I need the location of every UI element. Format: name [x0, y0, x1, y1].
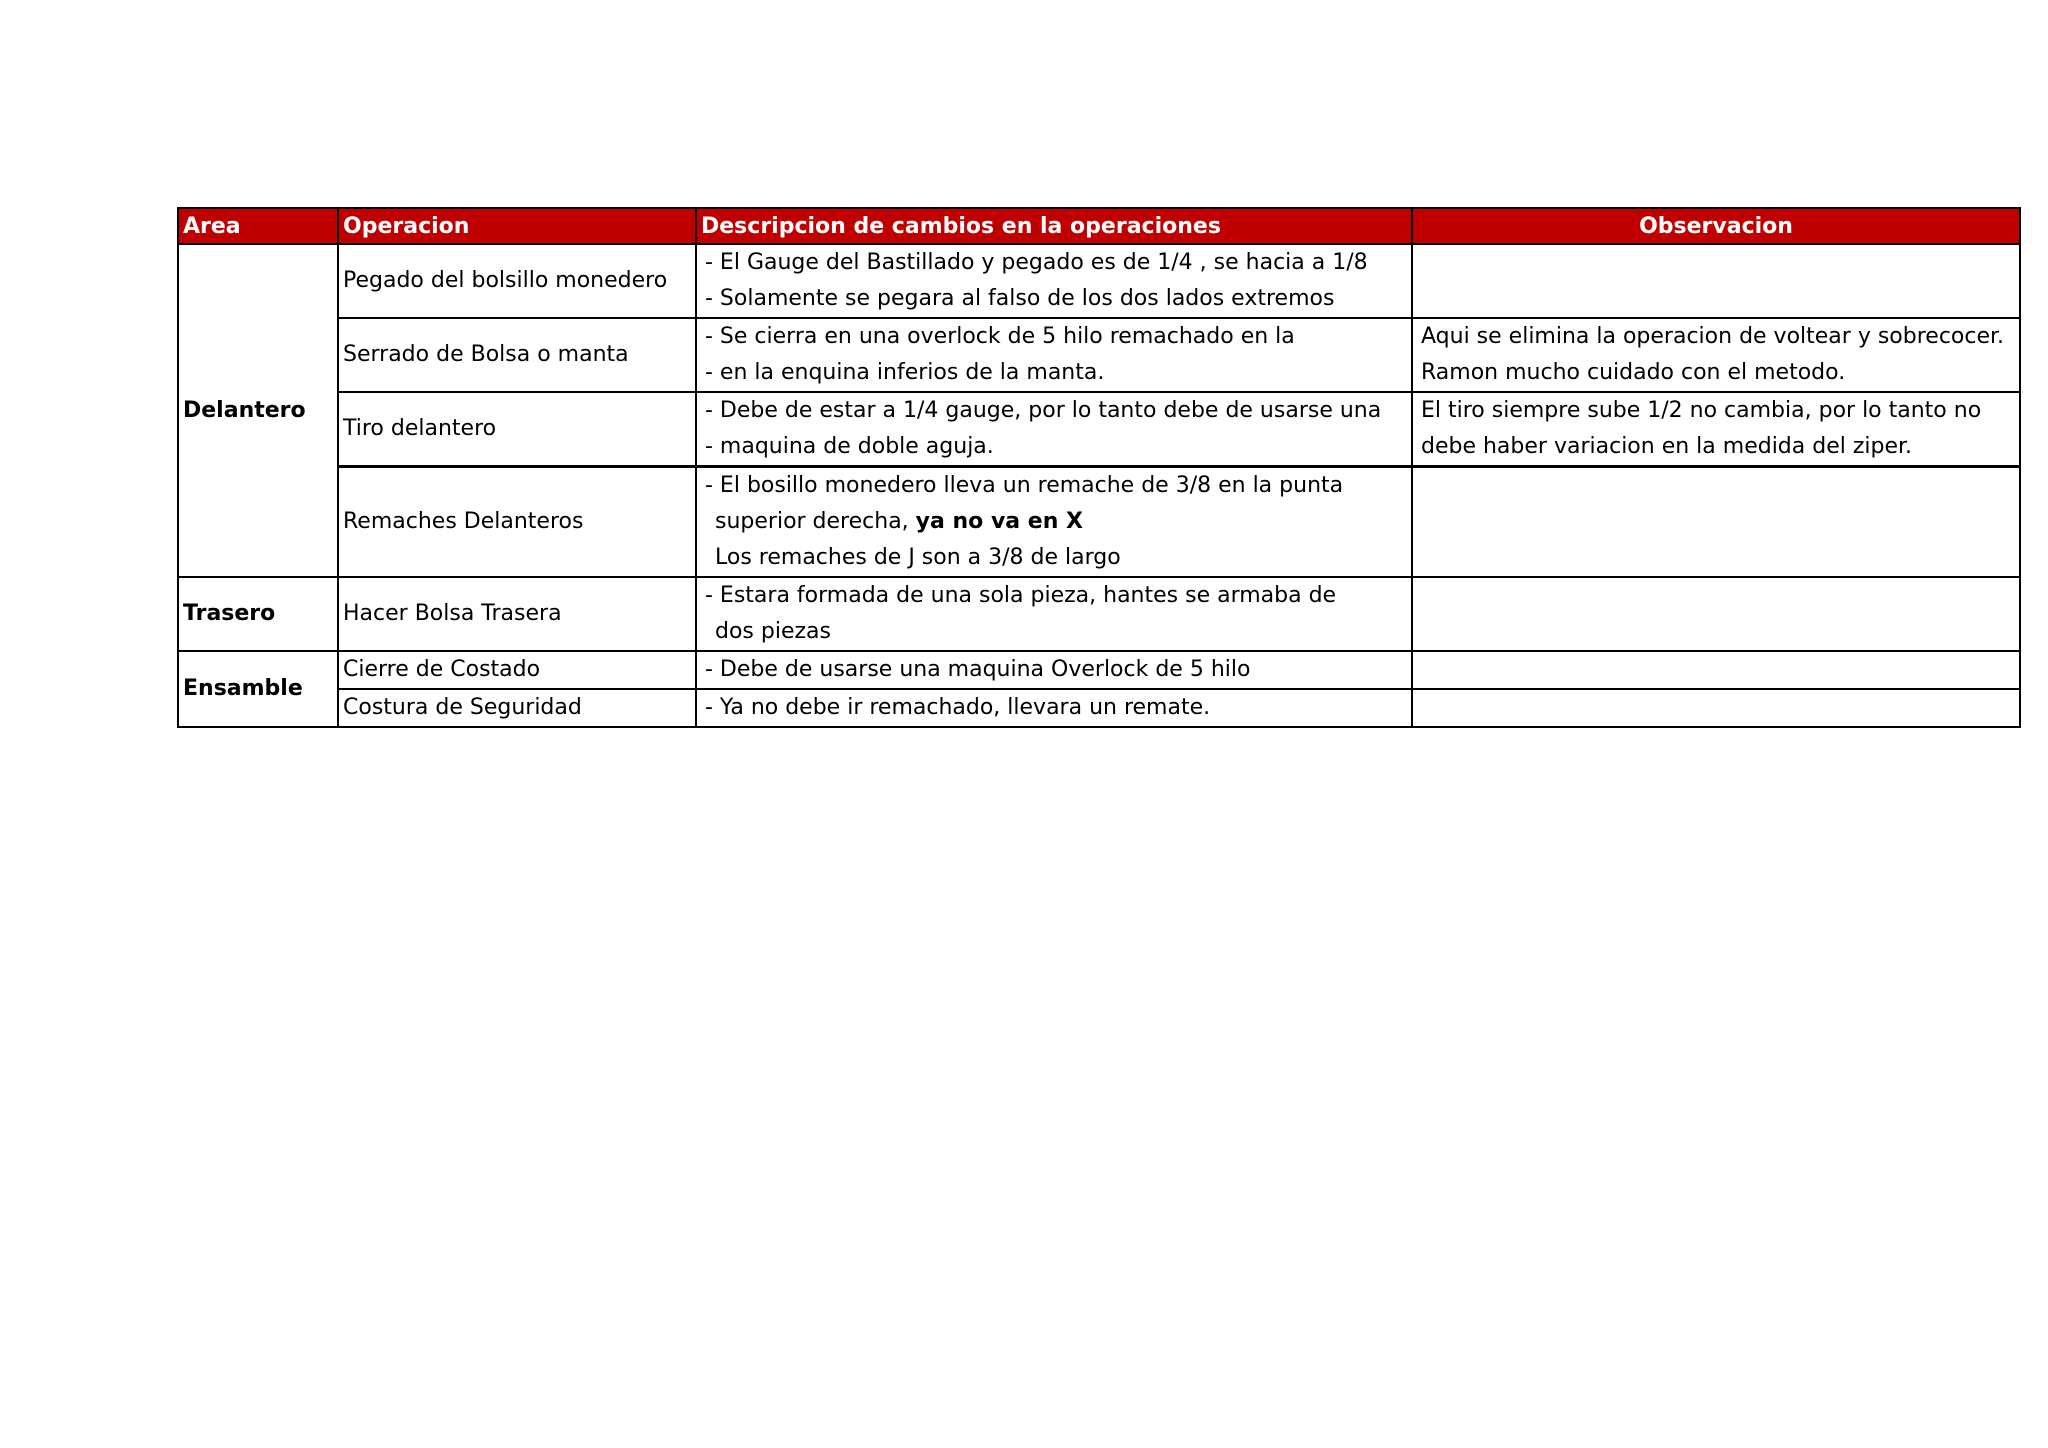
- operations-changes-table: [177, 207, 2021, 728]
- descripcion-line: - El bosillo monedero lleva un remache de 3/8 en la punta: [705, 473, 1344, 498]
- descripcion-line: - El Gauge del Bastillado y pegado es de 1/4 , se hacia a 1/8: [705, 250, 1368, 275]
- descripcion-line: - en la enquina inferios de la manta.: [705, 360, 1105, 385]
- operacion-cell: Hacer Bolsa Trasera: [338, 577, 696, 651]
- descripcion-cell: [696, 318, 1412, 392]
- descripcion-line: - Debe de estar a 1/4 gauge, por lo tanto debe de usarse una: [705, 398, 1382, 423]
- observacion-cell: [1412, 318, 2020, 392]
- descripcion-cell: [696, 577, 1412, 651]
- descripcion-line: dos piezas: [715, 619, 831, 644]
- observacion-cell: [1412, 651, 2020, 689]
- table-row: [178, 689, 2020, 727]
- observacion-cell: [1412, 689, 2020, 727]
- descripcion-cell: [696, 392, 1412, 467]
- operacion-cell: Pegado del bolsillo monedero: [338, 244, 696, 318]
- area-cell-trasero: Trasero: [178, 577, 338, 651]
- descripcion-line: [705, 504, 1407, 540]
- descripcion-line: Los remaches de J son a 3/8 de largo: [715, 545, 1121, 570]
- descripcion-line: - Debe de usarse una maquina Overlock de 5 hilo: [705, 657, 1251, 682]
- descripcion-cell: [696, 651, 1412, 689]
- operacion-cell: Cierre de Costado: [338, 651, 696, 689]
- descripcion-line: - Ya no debe ir remachado, llevara un remate.: [705, 695, 1211, 720]
- descripcion-line: - Estara formada de una sola pieza, hantes se armaba de: [705, 583, 1337, 608]
- table-row: [178, 318, 2020, 392]
- table-row: [178, 467, 2020, 578]
- header-operacion: Operacion: [338, 208, 696, 244]
- observacion-line: El tiro siempre sube 1/2 no cambia, por lo tanto no: [1421, 398, 1982, 423]
- observacion-line: Ramon mucho cuidado con el metodo.: [1421, 360, 1846, 385]
- operacion-cell: Serrado de Bolsa o manta: [338, 318, 696, 392]
- observacion-cell: [1412, 244, 2020, 318]
- operacion-cell: Tiro delantero: [338, 392, 696, 467]
- table-row: [178, 244, 2020, 318]
- descripcion-line: - maquina de doble aguja.: [705, 434, 994, 459]
- area-cell-delantero: Delantero: [178, 244, 338, 577]
- descripcion-cell: [696, 689, 1412, 727]
- descripcion-cell: [696, 467, 1412, 578]
- table-row: [178, 651, 2020, 689]
- header-descripcion: Descripcion de cambios en la operaciones: [696, 208, 1412, 244]
- observacion-line: debe haber variacion en la medida del ziper.: [1421, 434, 1913, 459]
- descripcion-emphasis: ya no va en X: [915, 509, 1084, 534]
- descripcion-line: - Se cierra en una overlock de 5 hilo remachado en la: [705, 324, 1295, 349]
- observacion-cell: [1412, 467, 2020, 578]
- table-row: [178, 392, 2020, 467]
- descripcion-text: superior derecha,: [715, 509, 916, 534]
- observacion-line: Aqui se elimina la operacion de voltear y sobrecocer.: [1421, 324, 2005, 349]
- observacion-cell: [1412, 392, 2020, 467]
- header-area: Area: [178, 208, 338, 244]
- area-cell-ensamble: Ensamble: [178, 651, 338, 727]
- operacion-cell: Costura de Seguridad: [338, 689, 696, 727]
- descripcion-cell: [696, 244, 1412, 318]
- table-row: [178, 577, 2020, 651]
- operacion-cell: Remaches Delanteros: [338, 467, 696, 578]
- header-row: [178, 208, 2020, 244]
- observacion-cell: [1412, 577, 2020, 651]
- header-observacion: Observacion: [1412, 208, 2020, 244]
- descripcion-line: - Solamente se pegara al falso de los dos lados extremos: [705, 286, 1335, 311]
